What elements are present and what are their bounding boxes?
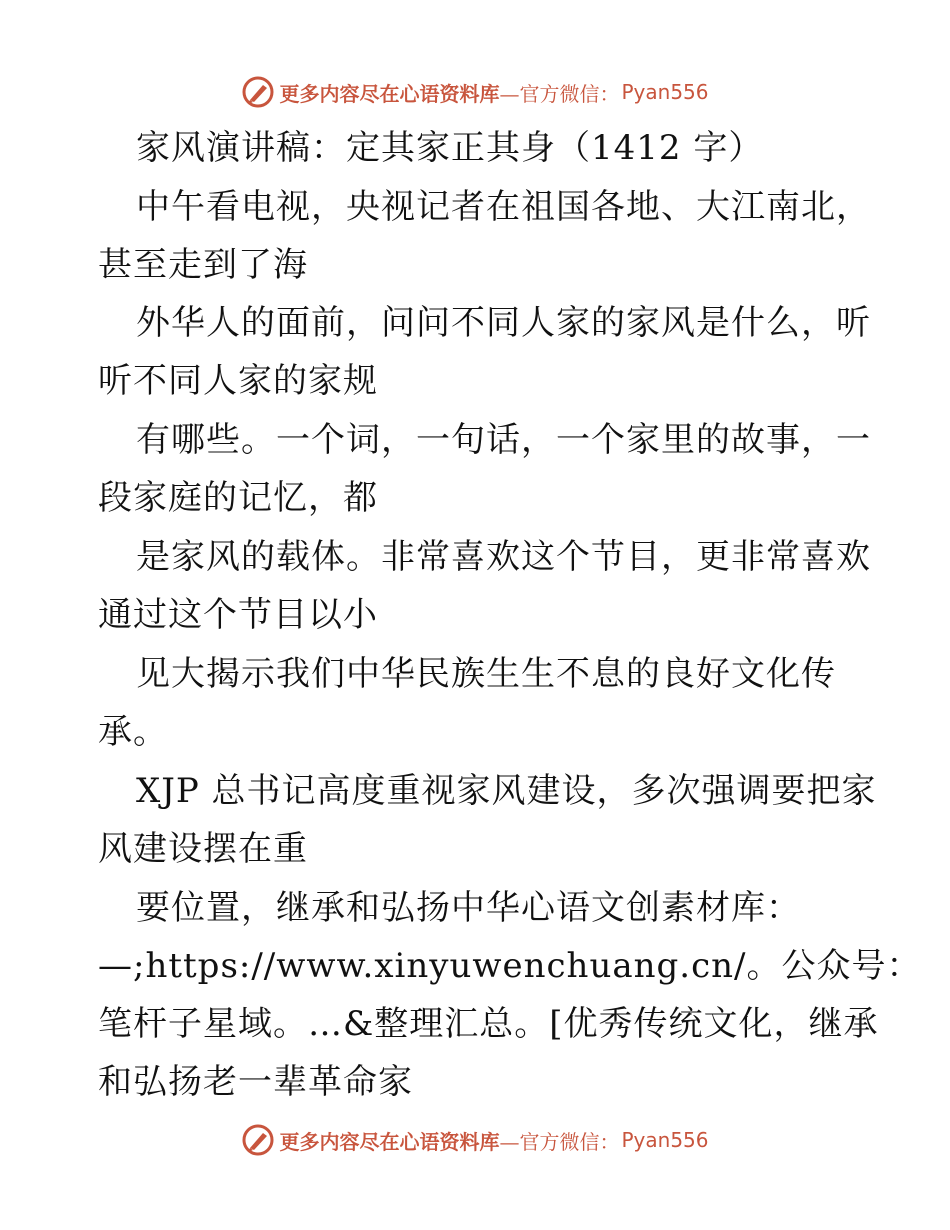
text-line: 听不同人家的家规: [98, 361, 378, 401]
text-line: 外华人的面前，问问不同人家的家风是什么，听: [136, 303, 871, 343]
text-line: 见大揭示我们中华民族生生不息的良好文化传: [136, 654, 836, 694]
text-line: XJP 总书记高度重视家风建设，多次强调要把家: [136, 771, 877, 811]
text-line: 风建设摆在重: [98, 829, 308, 869]
footer-watermark: [0, 1120, 950, 1160]
watermark-wechat-id: Pyan556: [621, 1128, 709, 1152]
watermark-wechat-id: Pyan556: [621, 80, 709, 104]
text-line: 甚至走到了海: [98, 245, 308, 285]
text-line: 段家庭的记忆，都: [98, 478, 378, 518]
text-line: 中午看电视，央视记者在祖国各地、大江南北，: [136, 187, 871, 227]
text-line: 有哪些。一个词，一句话，一个家里的故事，一: [136, 420, 871, 460]
text-line: 是家风的载体。非常喜欢这个节目，更非常喜欢: [136, 537, 871, 577]
document-title: 家风演讲稿：定其家正其身（1412 字）: [136, 128, 764, 168]
watermark-subtitle: —官方微信：: [499, 1129, 620, 1154]
pen-logo-icon: [241, 1123, 275, 1157]
text-line: 和弘扬老一辈革命家: [98, 1062, 413, 1102]
text-line: 笔杆子星域。…&整理汇总。[优秀传统文化，继承: [98, 1004, 879, 1044]
text-line: 通过这个节目以小: [98, 595, 378, 635]
text-line: 承。: [98, 712, 168, 752]
watermark-title: 更多内容尽在心语资料库: [279, 1129, 500, 1154]
text-line: —;https://www.xinyuwenchuang.cn/。公众号：: [98, 946, 922, 986]
watermark-subtitle: —官方微信：: [499, 81, 620, 106]
text-line: 要位置，继承和弘扬中华心语文创素材库：: [136, 888, 801, 928]
watermark-title: 更多内容尽在心语资料库: [279, 81, 500, 106]
